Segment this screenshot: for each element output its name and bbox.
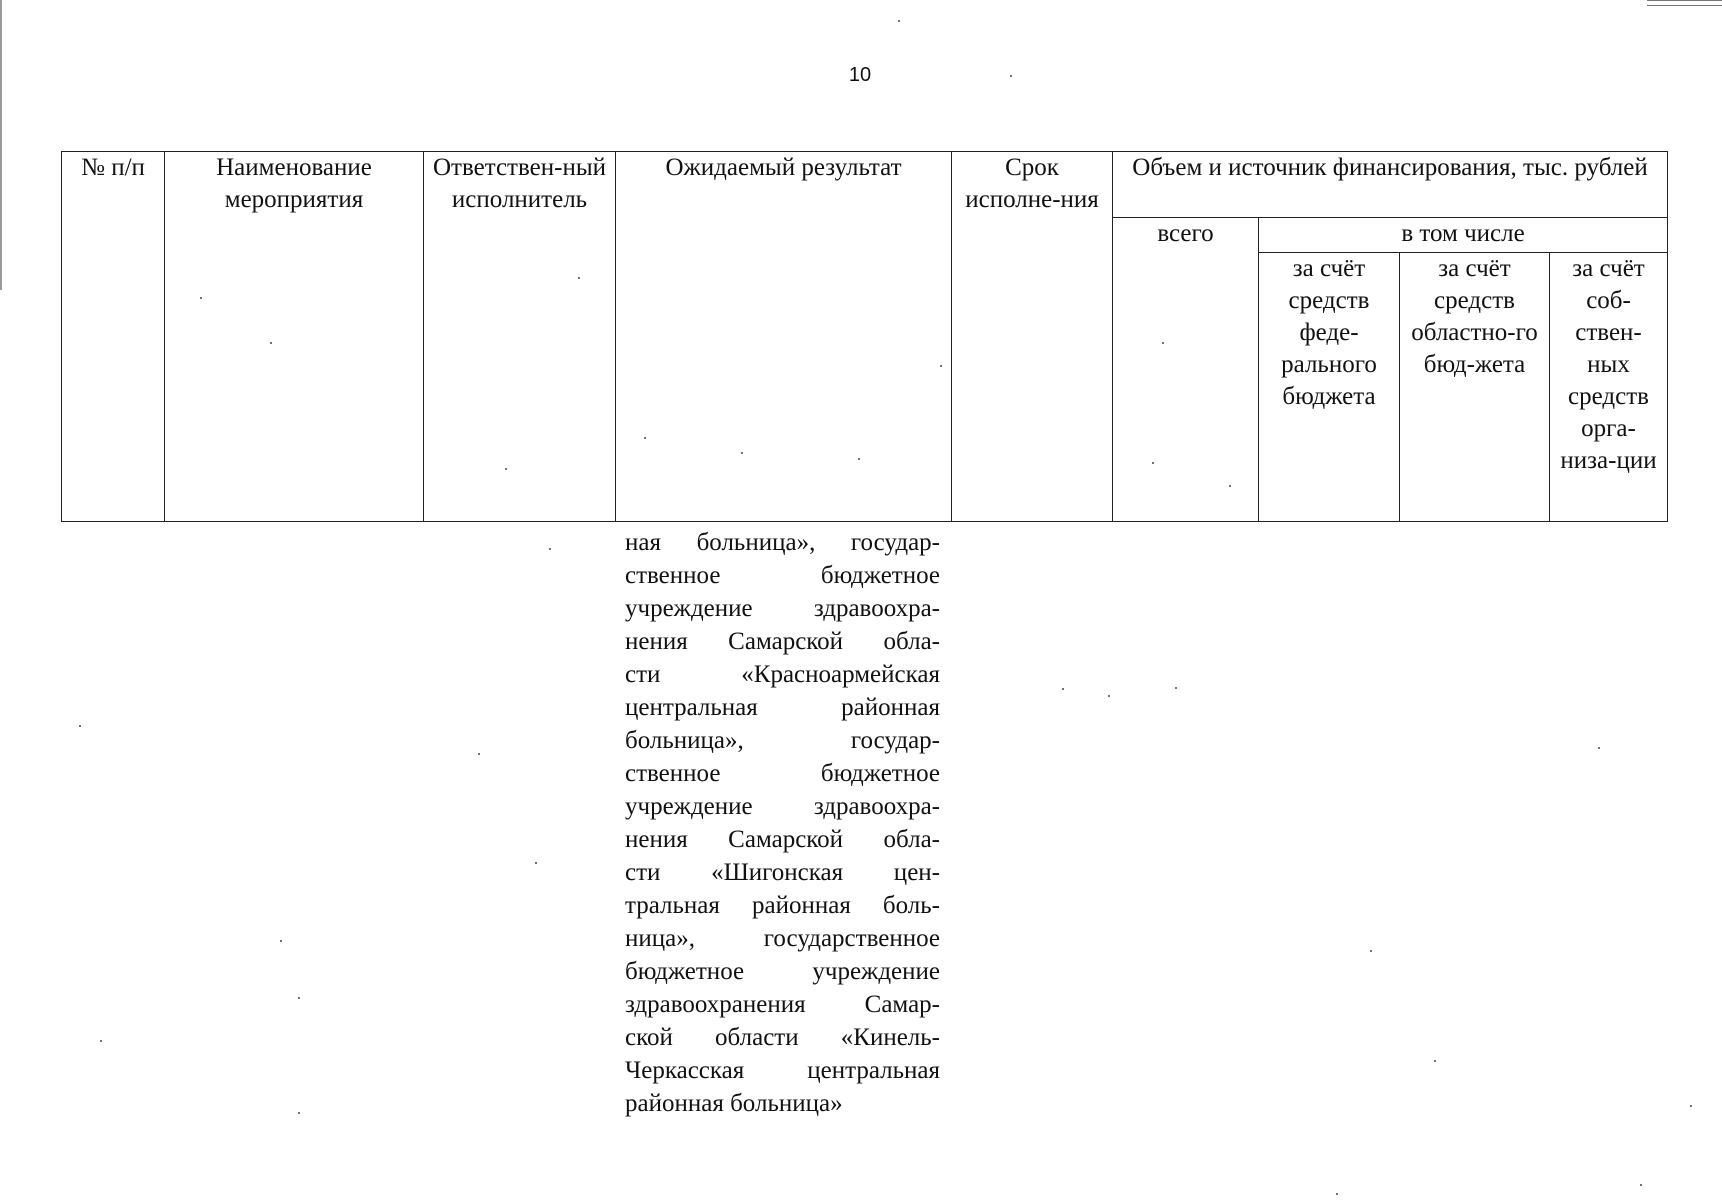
expected-result-continuation: [625, 526, 940, 1120]
scan-speck: [644, 437, 646, 439]
scan-speck: [280, 940, 282, 942]
header-deadline: Срок исполне-ния: [952, 152, 1113, 522]
text-line: сти «Шигонская цен-: [625, 859, 940, 886]
header-funding: Объем и источник финансирования, тыс. рублей: [1113, 152, 1668, 218]
text-line: нения Самарской обла-: [625, 628, 940, 655]
page-number: 10: [848, 64, 872, 86]
text-line: бюджетное учреждение: [625, 958, 940, 985]
scan-speck: [1062, 688, 1064, 690]
scan-speck: [1434, 1060, 1436, 1062]
header-regional-budget: за счёт средств областно-го бюд-жета: [1400, 253, 1550, 522]
scan-speck: [741, 452, 743, 454]
scan-speck: [100, 1040, 102, 1042]
scan-speck: [1010, 75, 1012, 77]
text-line: Черкасская центральная: [625, 1057, 940, 1084]
scan-speck: [898, 20, 900, 22]
scan-speck: [1370, 950, 1372, 952]
text-line: районная больница»: [625, 1090, 843, 1117]
text-line: центральная районная: [625, 694, 940, 721]
text-line: ная больница», государ-: [625, 529, 940, 556]
header-total: всего: [1113, 218, 1259, 522]
text-line: больница», государ-: [625, 727, 940, 754]
header-responsible: Ответствен-ный исполнитель: [424, 152, 616, 522]
header-federal-budget: за счёт средств феде-рального бюджета: [1259, 253, 1400, 522]
text-line: учреждение здравоохра-: [625, 793, 940, 820]
header-expected-result: Ожидаемый результат: [616, 152, 952, 522]
text-line: учреждение здравоохра-: [625, 595, 940, 622]
text-line: ственное бюджетное: [625, 760, 940, 787]
scan-speck: [1175, 687, 1177, 689]
scan-speck: [940, 365, 942, 367]
scan-left-edge: [0, 0, 2, 290]
text-line: тральная районная боль-: [625, 892, 940, 919]
plan-table: [61, 151, 1668, 522]
header-own-funds: за счёт соб-ствен-ных средств орга-низа-ции: [1550, 253, 1668, 522]
scan-speck: [298, 1112, 300, 1114]
scan-speck: [200, 297, 202, 299]
header-including: в том числе: [1259, 218, 1668, 253]
scan-corner-mark: [1647, 0, 1722, 6]
scan-speck: [1690, 1105, 1692, 1107]
scan-speck: [535, 862, 537, 864]
text-line: сти «Красноармейская: [625, 661, 940, 688]
scan-speck: [270, 342, 272, 344]
text-line: ской области «Кинель-: [625, 1024, 940, 1051]
scan-speck: [1108, 695, 1110, 697]
text-line: нения Самарской обла-: [625, 826, 940, 853]
text-line: ственное бюджетное: [625, 562, 940, 589]
scan-speck: [549, 548, 551, 550]
scan-speck: [858, 458, 860, 460]
scan-speck: [1152, 462, 1154, 464]
scan-speck: [578, 277, 580, 279]
scan-speck: [298, 997, 300, 999]
text-line: здравоохранения Самар-: [625, 991, 940, 1018]
header-number: № п/п: [62, 152, 165, 522]
scan-speck: [505, 468, 507, 470]
header-event-name: Наименование мероприятия: [165, 152, 424, 522]
scan-speck: [1229, 485, 1231, 487]
text-line: ница», государственное: [625, 925, 940, 952]
scan-speck: [1162, 342, 1164, 344]
scan-speck: [79, 725, 81, 727]
scan-speck: [1598, 747, 1600, 749]
scan-speck: [478, 753, 480, 755]
scan-speck: [1336, 1193, 1338, 1195]
scan-speck: [1640, 1184, 1642, 1186]
